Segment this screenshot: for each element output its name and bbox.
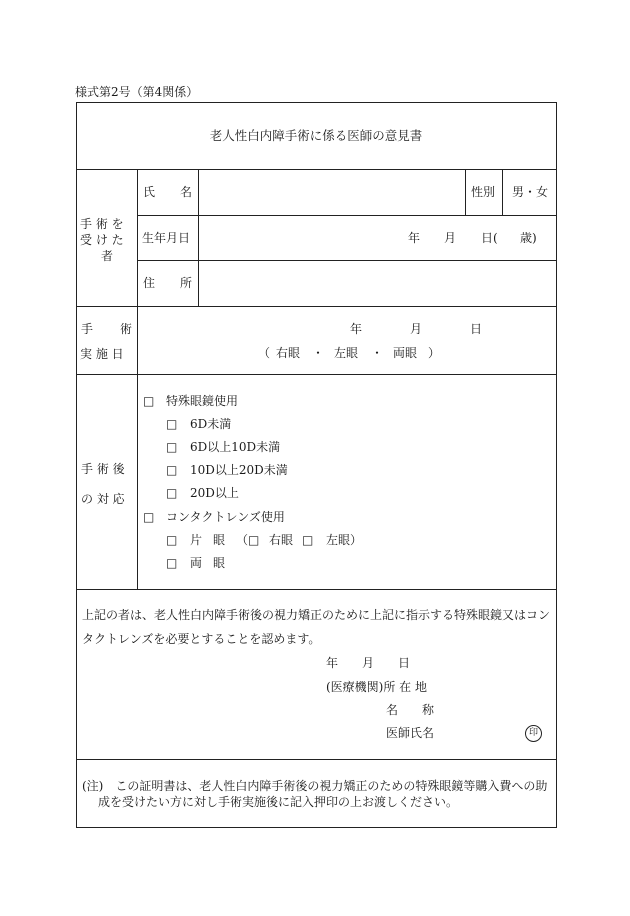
cert-year: 年 xyxy=(326,656,339,670)
dob-year: 年 xyxy=(408,231,421,245)
dob-day: 日( xyxy=(481,231,498,245)
g3-label: 10D以上20D未満 xyxy=(190,463,288,477)
address-label-2: 所 xyxy=(180,276,193,290)
surgery-month: 月 xyxy=(410,322,423,336)
dob-month: 月 xyxy=(444,231,457,245)
doctor-name-label: 医師氏名 xyxy=(386,726,435,740)
c1-right-checkbox[interactable]: （□ xyxy=(236,533,260,547)
surgery-day: 日 xyxy=(470,322,483,336)
certification-line-2: タクトレンズを必要とすることを認めます。 xyxy=(82,632,321,646)
g4-checkbox[interactable]: □ xyxy=(166,486,178,500)
c1-label-a: 片 xyxy=(190,533,203,547)
dob-age: 歳) xyxy=(520,231,537,245)
sex-options[interactable]: 男・女 xyxy=(512,185,549,199)
patient-section-label-3: 者 xyxy=(101,249,114,263)
c1-left-label: 左眼） xyxy=(326,533,363,547)
g1-label: 6D未満 xyxy=(190,417,232,431)
form-number: 様式第2号（第4関係） xyxy=(75,85,199,99)
form-title: 老人性白内障手術に係る医師の意見書 xyxy=(209,128,423,143)
surgery-label-2: 実 施 日 xyxy=(80,347,124,361)
dob-label: 生年月日 xyxy=(142,231,191,245)
name-label-2: 名 xyxy=(180,185,193,199)
g3-checkbox[interactable]: □ xyxy=(166,463,178,477)
c1-left-checkbox[interactable]: □ xyxy=(302,533,314,547)
c2-label-a: 両 xyxy=(190,556,203,570)
dot-separator-1: ・ xyxy=(312,346,325,360)
patient-section-label-2: 受 け た xyxy=(80,233,124,247)
institution-name-label-2: 称 xyxy=(422,703,435,717)
cert-month: 月 xyxy=(362,656,375,670)
note-line-1: (注) この証明書は、老人性白内障手術後の視力矯正のための特殊眼鏡等購入費への助 xyxy=(82,779,548,793)
address-label-1: 住 xyxy=(143,276,156,290)
name-field[interactable] xyxy=(200,171,464,214)
both-eyes-option[interactable]: 両眼 xyxy=(393,346,418,360)
seal-icon: 印 xyxy=(525,725,542,742)
right-eye-option[interactable]: 右眼 xyxy=(276,346,301,360)
c1-label-b: 眼 xyxy=(213,533,226,547)
eyes-close-paren: ） xyxy=(428,346,441,360)
g2-label: 6D以上10D未満 xyxy=(190,440,281,454)
c2-checkbox[interactable]: □ xyxy=(166,556,178,570)
g1-checkbox[interactable]: □ xyxy=(166,417,178,431)
cert-day: 日 xyxy=(398,656,411,670)
c2-label-b: 眼 xyxy=(213,556,226,570)
contacts-label: コンタクトレンズ使用 xyxy=(166,510,285,524)
surgery-year: 年 xyxy=(350,322,363,336)
postop-label-1: 手 術 後 xyxy=(81,462,125,476)
left-eye-option[interactable]: 左眼 xyxy=(334,346,359,360)
surgery-label-1b: 術 xyxy=(120,322,133,336)
contacts-checkbox[interactable]: □ xyxy=(143,510,155,524)
institution-name-label-1: 名 xyxy=(386,703,399,717)
eyes-open-paren: （ xyxy=(258,346,271,360)
dot-separator-2: ・ xyxy=(371,346,384,360)
address-field[interactable] xyxy=(200,262,555,305)
certification-line-1: 上記の者は、老人性白内障手術後の視力矯正のために上記に指示する特殊眼鏡又はコン xyxy=(82,608,551,622)
note-line-2: 成を受けたい方に対し手術実施後に記入押印の上お渡しください。 xyxy=(98,795,459,809)
c1-right-label: 右眼 xyxy=(269,533,294,547)
name-label-1: 氏 xyxy=(143,185,156,199)
sex-label: 性別 xyxy=(471,185,496,199)
postop-label-2: の 対 応 xyxy=(81,492,125,506)
c1-checkbox[interactable]: □ xyxy=(166,533,178,547)
patient-section-label-1: 手 術 を xyxy=(80,217,124,231)
g4-label: 20D以上 xyxy=(190,486,239,500)
g2-checkbox[interactable]: □ xyxy=(166,440,178,454)
glasses-label: 特殊眼鏡使用 xyxy=(166,394,239,408)
surgery-label-1a: 手 xyxy=(81,322,94,336)
institution-address-label: (医療機関)所 在 地 xyxy=(326,680,427,694)
glasses-checkbox[interactable]: □ xyxy=(143,394,155,408)
